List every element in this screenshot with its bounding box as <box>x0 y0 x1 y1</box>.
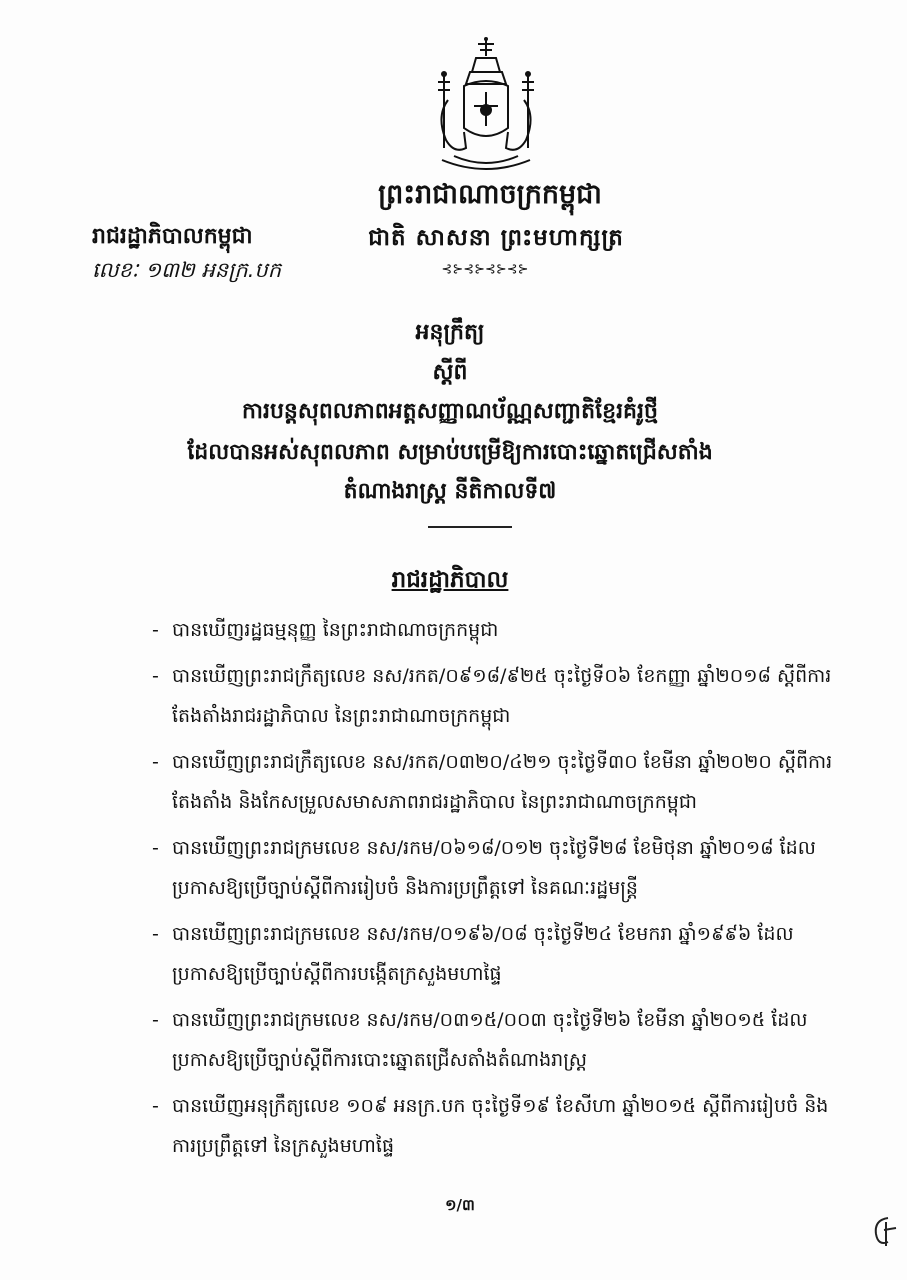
handwritten-initial-icon <box>868 1212 898 1252</box>
national-motto: ជាតិ សាសនា ព្រះមហាក្សត្រ <box>368 225 624 251</box>
ornament-divider: ⊰⊱⊰⊱⊰⊱⊰⊱ <box>441 262 529 277</box>
list-item: - បានឃើញរដ្ឋធម្មនុញ្ញ នៃព្រះរាជាណាចក្រកម្ពុជា <box>152 619 499 641</box>
kingdom-name: ព្រះរាជាណាចក្រកម្ពុជា <box>378 179 602 210</box>
list-item: - បានឃើញព្រះរាជក្រមលេខ នស/រកម/០៦១៨/០១២ ចុះថ្ងៃទី២៨ ខែមិថុនា ឆ្នាំ២០១៨ ដែលប្រកាសឱ្យប្រើច្បាប់ស្ដីពីការរៀបចំ និងការប្រព្រឹត្តទៅ នៃគណៈរដ្ឋមន្ត្រី <box>152 837 816 899</box>
list-item: - បានឃើញព្រះរាជក្រមលេខ នស/រកម/០១៩៦/០៨ ចុះថ្ងៃទី២៤ ខែមករា ឆ្នាំ១៩៩៦ ដែលប្រកាសឱ្យប្រើច្បាប់ស្ដីពីការបង្កើតក្រសួងមហាផ្ទៃ <box>152 923 794 985</box>
page-number: ១/៣ <box>445 1196 475 1214</box>
title-line: ការបន្តសុពលភាពអត្តសញ្ញាណប័ណ្ណសញ្ជាតិខ្មែរគំរូថ្មី <box>242 399 658 424</box>
list-item-text: បានឃើញព្រះរាជក្រមលេខ នស/រកម/០៦១៨/០១២ ចុះថ្ងៃទី២៨ ខែមិថុនា ឆ្នាំ២០១៨ ដែលប្រកាសឱ្យប្រើច្បាប់ស្ដីពីការរៀបចំ និងការប្រព្រឹត្តទៅ នៃគណៈរដ្ឋមន្ត្រី <box>172 837 816 899</box>
list-item-text: បានឃើញព្រះរាជក្រឹត្យលេខ នស/រកត/០៣២០/៤២១ ចុះថ្ងៃទី៣០ ខែមីនា ឆ្នាំ២០២០ ស្ដីពីការតែងតាំង និងកែសម្រួលសមាសភាពរាជរដ្ឋាភិបាល នៃព្រះរាជាណាចក្រកម្ពុជា <box>172 751 833 813</box>
section-heading: រាជរដ្ឋាភិបាល <box>391 567 509 593</box>
issuing-organization: រាជរដ្ឋាភិបាលកម្ពុជា <box>92 224 253 249</box>
title-subject-label: ស្ដីពី <box>432 360 468 385</box>
royal-coat-of-arms-icon <box>424 36 548 184</box>
list-item-text: បានឃើញព្រះរាជក្រមលេខ នស/រកម/០៣១៥/០០៣ ចុះថ្ងៃទី២៦ ខែមីនា ឆ្នាំ២០១៥ ដែលប្រកាសឱ្យប្រើច្បាប់ស្ដីពីការបោះឆ្នោតជ្រើសតាំងតំណាងរាស្ត្រ <box>172 1009 808 1071</box>
title-divider <box>428 526 512 528</box>
document-type: អនុក្រឹត្យ <box>415 320 485 345</box>
list-item: - បានឃើញព្រះរាជក្រឹត្យលេខ នស/រកត/០៩១៨/៩២៥ ចុះថ្ងៃទី០៦ ខែកញ្ញា ឆ្នាំ២០១៨ ស្ដីពីការតែងតាំងរាជរដ្ឋាភិបាល នៃព្រះរាជាណាចក្រកម្ពុជា <box>152 665 832 727</box>
list-item-text: បានឃើញរដ្ឋធម្មនុញ្ញ នៃព្រះរាជាណាចក្រកម្ពុជា <box>172 619 499 641</box>
list-item: - បានឃើញព្រះរាជក្រឹត្យលេខ នស/រកត/០៣២០/៤២១ ចុះថ្ងៃទី៣០ ខែមីនា ឆ្នាំ២០២០ ស្ដីពីការតែងតាំង និងកែសម្រួលសមាសភាពរាជរដ្ឋាភិបាល នៃព្រះរាជាណាចក្រកម្ពុជា <box>152 751 833 813</box>
considerations-list <box>152 610 852 1172</box>
list-item: - បានឃើញអនុក្រឹត្យលេខ ១០៩ អនក្រ.បក ចុះថ្ងៃទី១៩ ខែសីហា ឆ្នាំ២០១៥ ស្ដីពីការរៀបចំ និងការប្រព្រឹត្តទៅ នៃក្រសួងមហាផ្ទៃ <box>152 1095 829 1157</box>
title-line: តំណាងរាស្ត្រ នីតិកាលទី៧ <box>343 479 557 504</box>
reference-number: លេខៈ ១៣២ អនក្រ.បក <box>92 258 282 282</box>
list-item-text: បានឃើញអនុក្រឹត្យលេខ ១០៩ អនក្រ.បក ចុះថ្ងៃទី១៩ ខែសីហា ឆ្នាំ២០១៥ ស្ដីពីការរៀបចំ និងការប្រព្រឹត្តទៅ នៃក្រសួងមហាផ្ទៃ <box>172 1095 829 1157</box>
title-line: ដែលបានអស់សុពលភាព សម្រាប់បម្រើឱ្យការបោះឆ្នោតជ្រើសតាំង <box>187 440 713 465</box>
list-item-text: បានឃើញព្រះរាជក្រឹត្យលេខ នស/រកត/០៩១៨/៩២៥ ចុះថ្ងៃទី០៦ ខែកញ្ញា ឆ្នាំ២០១៨ ស្ដីពីការតែងតាំងរាជរដ្ឋាភិបាល នៃព្រះរាជាណាចក្រកម្ពុជា <box>172 665 832 727</box>
list-item: - បានឃើញព្រះរាជក្រមលេខ នស/រកម/០៣១៥/០០៣ ចុះថ្ងៃទី២៦ ខែមីនា ឆ្នាំ២០១៥ ដែលប្រកាសឱ្យប្រើច្បាប់ស្ដីពីការបោះឆ្នោតជ្រើសតាំងតំណាងរាស្ត្រ <box>152 1009 808 1071</box>
list-item-text: បានឃើញព្រះរាជក្រមលេខ នស/រកម/០១៩៦/០៨ ចុះថ្ងៃទី២៤ ខែមករា ឆ្នាំ១៩៩៦ ដែលប្រកាសឱ្យប្រើច្បាប់ស្ដីពីការបង្កើតក្រសួងមហាផ្ទៃ <box>172 923 794 985</box>
